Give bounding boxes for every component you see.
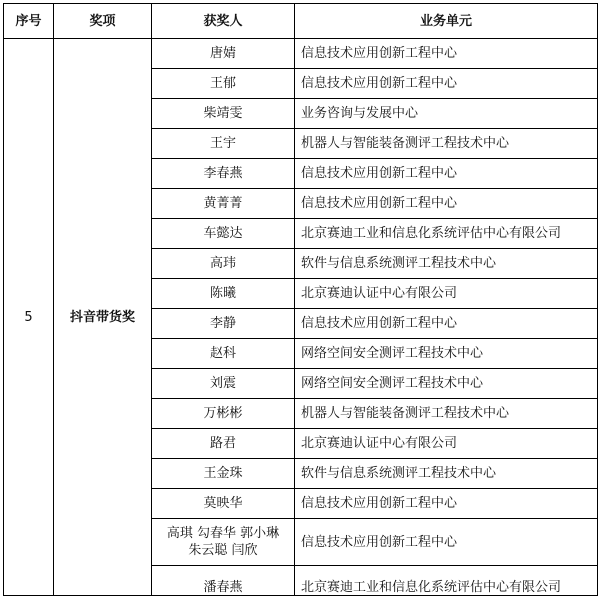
winner-name: 李静 — [152, 309, 295, 339]
winner-name: 李春燕 — [152, 159, 295, 189]
header-winner: 获奖人 — [152, 4, 295, 39]
winner-name: 唐婧 — [152, 39, 295, 69]
header-row — [4, 4, 598, 39]
business-unit: 机器人与智能装备测评工程技术中心 — [295, 129, 598, 159]
business-unit: 网络空间安全测评工程技术中心 — [295, 369, 598, 399]
business-unit: 北京赛迪工业和信息化系统评估中心有限公司 — [295, 566, 598, 596]
header-seq: 序号 — [4, 4, 54, 39]
table-body — [4, 39, 598, 596]
winner-name: 万彬彬 — [152, 399, 295, 429]
winner-name: 王郁 — [152, 69, 295, 99]
winner-name: 柴靖雯 — [152, 99, 295, 129]
business-unit: 北京赛迪认证中心有限公司 — [295, 429, 598, 459]
business-unit: 信息技术应用创新工程中心 — [295, 309, 598, 339]
business-unit: 北京赛迪认证中心有限公司 — [295, 279, 598, 309]
winner-names-line-1: 高琪 勾春华 郭小琳 — [166, 526, 280, 541]
winner-name: 高玮 — [152, 249, 295, 279]
business-unit: 机器人与智能装备测评工程技术中心 — [295, 399, 598, 429]
winner-name: 王宇 — [152, 129, 295, 159]
business-unit: 信息技术应用创新工程中心 — [295, 489, 598, 519]
business-unit: 信息技术应用创新工程中心 — [295, 39, 598, 69]
group-award: 抖音带货奖 — [54, 39, 152, 596]
winner-name: 路君 — [152, 429, 295, 459]
business-unit: 信息技术应用创新工程中心 — [295, 159, 598, 189]
winner-names-line-2: 朱云聪 闫欣 — [188, 543, 258, 558]
winner-name: 王金珠 — [152, 459, 295, 489]
business-unit: 业务咨询与发展中心 — [295, 99, 598, 129]
business-unit: 软件与信息系统测评工程技术中心 — [295, 249, 598, 279]
winner-name: 车懿达 — [152, 219, 295, 249]
business-unit: 信息技术应用创新工程中心 — [295, 189, 598, 219]
group-seq: 5 — [4, 39, 54, 596]
winner-names-multi — [152, 519, 295, 566]
winner-name: 陈曦 — [152, 279, 295, 309]
winner-name: 赵科 — [152, 339, 295, 369]
winner-name: 莫映华 — [152, 489, 295, 519]
winner-name: 黄菁菁 — [152, 189, 295, 219]
award-table — [3, 3, 598, 596]
winner-name: 潘春燕 — [152, 566, 295, 596]
business-unit: 北京赛迪工业和信息化系统评估中心有限公司 — [295, 219, 598, 249]
winner-name: 刘震 — [152, 369, 295, 399]
header-award: 奖项 — [54, 4, 152, 39]
business-unit: 软件与信息系统测评工程技术中心 — [295, 459, 598, 489]
business-unit: 信息技术应用创新工程中心 — [295, 69, 598, 99]
header-unit: 业务单元 — [295, 4, 598, 39]
business-unit: 信息技术应用创新工程中心 — [295, 519, 598, 566]
table-row — [4, 39, 598, 69]
business-unit: 网络空间安全测评工程技术中心 — [295, 339, 598, 369]
